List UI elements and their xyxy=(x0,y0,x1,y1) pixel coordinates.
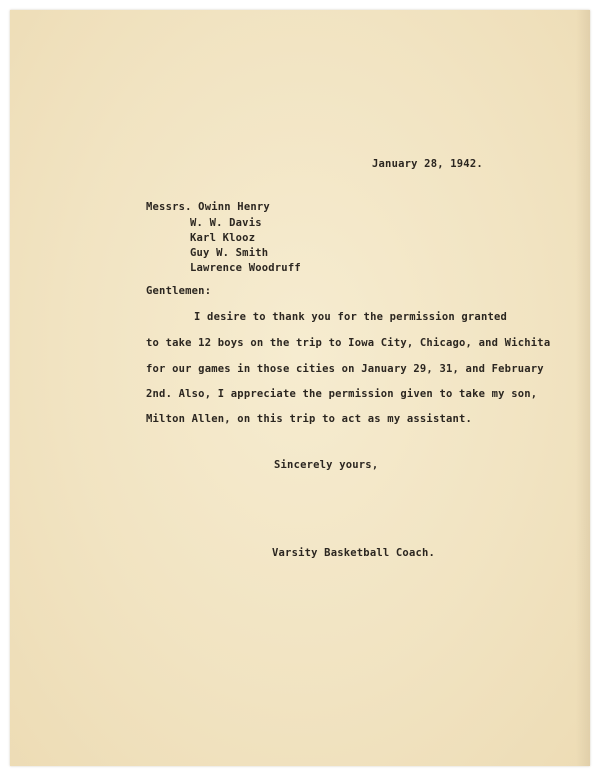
signature-line: Varsity Basketball Coach. xyxy=(272,547,436,559)
recipient-line: Karl Klooz xyxy=(190,232,256,244)
recipient-line: W. W. Davis xyxy=(190,217,262,229)
closing: Sincerely yours, xyxy=(274,459,379,471)
letter-page xyxy=(10,10,590,766)
recipient-line: Lawrence Woodruff xyxy=(190,262,301,274)
recipient-line: Messrs. Owinn Henry xyxy=(146,201,270,213)
paper-edge-discoloration xyxy=(576,10,590,766)
body-line: Milton Allen, on this trip to act as my assistant. xyxy=(146,413,473,425)
recipient-line: Guy W. Smith xyxy=(190,247,269,259)
body-line: to take 12 boys on the trip to Iowa City, Chicago, and Wichita xyxy=(146,337,551,349)
letter-date: January 28, 1942. xyxy=(372,158,483,170)
body-line: I desire to thank you for the permission granted xyxy=(194,311,508,323)
body-line: 2nd. Also, I appreciate the permission given to take my son, xyxy=(146,388,538,400)
salutation: Gentlemen: xyxy=(146,285,212,297)
body-line: for our games in those cities on January 29, 31, and February xyxy=(146,363,544,375)
